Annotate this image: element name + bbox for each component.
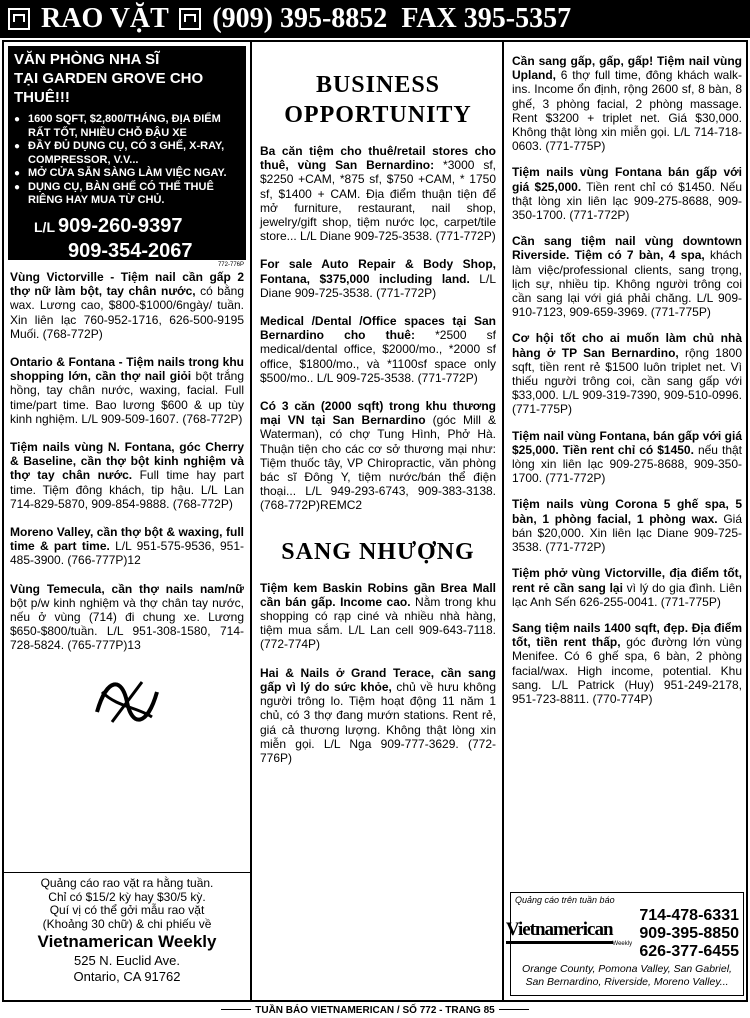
ad-headline: Tiệm nails vùng Corona 5 ghế spa, 5 bàn, 1 phòng facial, 1 phòng wax. — [512, 497, 742, 526]
info-address-1: 525 N. Euclid Ave. — [74, 953, 180, 968]
classified-ad — [254, 399, 502, 513]
footer-rule — [221, 1009, 251, 1010]
info-line-1: Quảng cáo rao vặt ra hằng tuần. — [40, 876, 214, 890]
business-title-2: OPPORTUNITY — [284, 102, 472, 128]
ornament-logo — [4, 667, 250, 737]
column-3 — [506, 42, 748, 1000]
ad-body: chủ về hưu không người trông lo. Tiệm hoạt động 11 năm 1 chủ, có 3 thợ đang mướn stations. Rent rẻ, giá cả thương lượng. Không thật lòng xin miễn gọi. L/L Nga 909-777-3629. (772-776P) — [260, 679, 497, 765]
ad-body: *2500 sf medical/dental office, $2000/mo., *2000 sf office, $1800/mo., và *1100sf space only $500/mo.. L/L 909-725-3538. (771-772P) — [260, 328, 496, 385]
classified-ad — [506, 429, 748, 486]
classified-ad — [254, 581, 502, 652]
ad-body: *3000 sf, $2250 +CAM, *875 sf, $750 +CAM, * 1750 sf, $1400 + CAM. Địa điểm thuận tiện để mở furniture, restaurant, nail shop, jewelry/gift shop, tiệm nước lọc, carpet/tile store... L/L Diane 909-725-3538. (771-772P) — [260, 158, 497, 244]
info-line-3: Quí vị có thể gởi mẫu rao vặt — [49, 903, 205, 917]
header-fax: FAX 395-5357 — [401, 3, 572, 34]
ad-headline: Hai & Nails ở Grand Terace, cần sang gấp vì lý do sức khỏe, — [260, 665, 496, 694]
classified-ad — [506, 566, 748, 609]
ad-body: L/L 951-575-9536, 951-485-3900. (766-777P)12 — [10, 539, 244, 568]
ornament-icon — [87, 672, 167, 732]
ad-body: 6 thợ full time, đông khách walk-ins. Income ổn định, rộng 2600 sf, 8 bàn, 8 ghế, 3 phòng facial, 2 phòng massage. Rent $3200 + triplet net. Giá $30,000. Không thật lòng xin miễn gọi. L/L 714-718-0603. (771-775P) — [512, 68, 742, 154]
classified-ad — [506, 497, 748, 554]
page-footer — [0, 1004, 750, 1018]
panel-areas-2: San Bernardino, Riverside, Moreno Valley... — [525, 976, 729, 988]
ad-body: L/L Diane 909-725-3538. (771-772P) — [260, 271, 496, 300]
office-bullets — [14, 113, 240, 208]
info-brand: Vietnamerican Weekly — [37, 932, 217, 951]
office-title-1: VĂN PHÒNG NHA SĨ — [14, 51, 160, 68]
business-title-1: BUSINESS — [315, 72, 441, 98]
col3-ad-list — [506, 54, 748, 706]
col1-ad-list — [4, 270, 250, 653]
classified-ad — [254, 257, 502, 300]
ad-body: (góc Mill & Waterman), có chợ Tung Hình, Phở Hà. Thuận tiện cho các cơ sở thương mại như: Tiệm thuốc tây, VP Chiropractic, văn phòng bác sĩ Đông Y, tiệm nước/bán thể điện thoại... L/L 949-293-6743, 909-383-3138. (768-772P)REMC2 — [260, 413, 497, 513]
column-2 — [254, 42, 504, 1000]
classified-ad — [254, 314, 502, 385]
office-phone-1-row — [14, 214, 240, 239]
ad-body: bột p/w kinh nghiệm và thợ chân tay nước, nếu ở vùng (714) đi chung xe. Lương $650-$800/tuần. L/L 951-308-1580, 714-728-5824. (765-777P)13 — [10, 595, 244, 653]
classified-ad — [506, 165, 748, 222]
office-bullet: ● 1600 SQFT, $2,800/THÁNG, ĐỊA ĐIỂM RẤT TỐT, NHIỀU CHỖ ĐẬU XE — [14, 113, 240, 140]
office-title-2: TẠI GARDEN GROVE CHO THUÊ!!! — [14, 70, 204, 106]
panel-phone-1: 714-478-6331 — [639, 907, 739, 924]
ad-headline: Cơ hội tốt cho ai muốn làm chủ nhà hàng ở TP San Bernardino, — [512, 331, 742, 360]
classified-ad — [506, 54, 748, 153]
ad-body: bột trắng hồng, tay chân nước, waxing, facial. Full time/part time. Bao lương $600 & up tùy kinh nghiệm. L/L 909-509-1607. (768-772P) — [10, 369, 244, 426]
ad-headline: Có 3 căn (2000 sqft) trong khu thương mại VN tại San Bernardino — [260, 399, 496, 428]
ad-headline: Ba căn tiệm cho thuê/retail stores cho thuê, vùng San Bernardino: — [260, 144, 496, 173]
ad-headline: Moreno Valley, cần thợ bột & waxing, full time & part time. — [10, 525, 244, 554]
info-line-4: (Khoảng 30 chữ) & chi phiếu về — [42, 916, 212, 931]
ad-headline: Tiệm kem Baskin Robins gần Brea Mall cần bán gấp. Income cao. — [260, 580, 496, 609]
ad-body: Nằm trong khu shopping có rạp ciné và nhiều nhà hàng, tiệm mua sắm. L/L Lan cell 909-643-7118. (772-774P) — [260, 594, 496, 652]
ad-body: Giá bán $20,000. Xin liên lạc Diane 909-725-3538. (771-772P) — [512, 511, 742, 555]
panel-phone-2: 909-395-8850 — [639, 925, 739, 942]
classified-ad — [254, 144, 502, 243]
ad-headline: Vùng Victorville - Tiệm nail cần gấp 2 thợ nữ làm bột, tay chân nước, — [10, 270, 244, 299]
ad-headline: Cần sang gấp, gấp, gấp! Tiệm nail vùng Upland, — [512, 54, 742, 83]
office-bullet: ● ĐẦY ĐỦ DỤNG CỤ, CÓ 3 GHẾ, X-RAY, COMPRESSOR, V.V... — [14, 140, 240, 167]
classified-info-box — [4, 872, 250, 1000]
office-bullet: ● DỤNG CỤ, BÀN GHẾ CÓ THỂ THUÊ RIÊNG HAY MUA TỪ CHỦ. — [14, 181, 240, 208]
col2-ad-list — [254, 144, 502, 513]
ad-headline: Ontario & Fontana - Tiệm nails trong khu shopping lớn, cần thợ nail giỏi — [10, 355, 244, 384]
panel-phone-3: 626-377-6455 — [639, 943, 739, 960]
info-line-2: Chỉ có $15/2 kỳ hay $30/5 kỳ. — [48, 889, 206, 904]
dental-office-ad — [8, 46, 246, 260]
classified-ad — [506, 331, 748, 416]
ad-body: có bằng wax. Lương cao, $800-$1000/6ngày/ tuần. Xin liên lạc 760-952-1716, 626-500-9195 Muối. (768-772P) — [10, 284, 244, 341]
classified-ad — [4, 270, 250, 341]
phone-icon — [179, 8, 201, 30]
office-ad-code: 772-776P — [217, 262, 244, 268]
ad-body: vì lý do gia đình. Liên lạc Anh Sến 626-255-0041. (771-775P) — [512, 580, 742, 609]
logo-sub: Weekly — [612, 941, 633, 947]
advertise-panel — [506, 892, 744, 996]
column-1 — [4, 42, 252, 1000]
ad-headline: Cần sang tiệm nail vùng downtown Riverside. Tiệm có 7 bàn, 4 spa, — [512, 234, 742, 263]
classified-ad — [254, 666, 502, 765]
classified-ad — [4, 582, 250, 653]
panel-label: Quảng cáo trên tuần báo — [515, 895, 615, 905]
footer-rule — [499, 1009, 529, 1010]
vietnamerican-logo — [506, 907, 633, 955]
office-phone-1: 909-260-9397 — [58, 214, 183, 237]
classified-ad — [4, 440, 250, 511]
panel-areas-1: Orange County, Pomona Valley, San Gabriel, — [522, 963, 732, 975]
ad-headline: Tiệm nail vùng Fontana, bán gấp với giá $25,000. Tiền rent chỉ có $1450. — [512, 428, 742, 457]
ad-headline: Tiệm nails vùng N. Fontana, góc Cherry & Baseline, cần thợ bột kinh nghiệm và thợ tay chân nước. — [10, 440, 244, 483]
ad-body: Full time hay part time. Tiệm đông khách, tip hậu. L/L Lan 714-829-5870, 909-854-9888. (768-772P) — [10, 468, 244, 511]
ad-headline: Tiệm nails vùng Fontana bán gấp với giá $25,000. — [512, 165, 742, 194]
ad-headline: Tiệm phở vùng Victorville, địa điểm tốt, rent rẻ cần sang lại — [512, 566, 742, 595]
classifieds-frame — [2, 40, 748, 1002]
ad-headline: For sale Auto Repair & Body Shop, Fontana, $375,000 including land. — [260, 257, 496, 286]
ad-body: Tiền rent chỉ có $1450. Nếu thật lòng xin liên lạc 909-275-8688, 909-350-1700. (771-772P) — [512, 179, 742, 223]
classified-ad — [506, 621, 748, 706]
ad-body: nếu thật lòng xin liên lạc 909-275-8688, 909-350-1700. (771-772P) — [512, 442, 742, 486]
office-ll: L/L — [34, 218, 55, 235]
ad-body: khách làm việc/professional clients, sang trọng, lịch sự, nhiều tip. Không người trông coi cần sang lại với giá phải chăng. L/L 909-910-7123, 909-659-3969. (771-775P) — [512, 248, 742, 320]
sang-nhuong-title: SANG NHƯỢNG — [281, 538, 475, 565]
col2-ad-list-2 — [254, 581, 502, 765]
header-phone: (909) 395-8852 — [212, 3, 388, 34]
panel-row — [506, 907, 739, 961]
ad-headline: Medical /Dental /Office spaces tại San Bernardino cho thuê: — [260, 314, 496, 343]
info-address-2: Ontario, CA 91762 — [73, 969, 181, 984]
ad-body: góc đường lớn vùng Menifee. Có 6 ghế spa, 6 bàn, 2 phòng facial/wax. High income, potential. Khu sang. L/L Patrick (Huy) 951-249-2178, 951-723-8811. (770-774P) — [512, 635, 743, 706]
phone-icon — [8, 8, 30, 30]
classified-ad — [4, 355, 250, 426]
office-bullet: ● MỞ CỬA SẴN SÀNG LÀM VIỆC NGAY. — [14, 167, 240, 181]
classified-ad — [506, 234, 748, 319]
office-phone-2: 909-354-2067 — [68, 239, 193, 262]
header-section: RAO VẶT — [41, 3, 169, 34]
logo-text: Vietnamerican — [506, 919, 613, 944]
ad-headline: Sang tiệm nails 1400 sqft, đẹp. Địa điểm tốt, tiền rent thấp, — [512, 620, 742, 650]
ad-headline: Vùng Temecula, cần thợ nails nam/nữ — [10, 581, 244, 596]
panel-phones — [623, 907, 739, 961]
classified-ad — [4, 525, 250, 568]
page-header — [0, 0, 750, 38]
footer-text: TUẦN BÁO VIETNAMERICAN / SỐ 772 - TRANG 85 — [255, 1005, 495, 1016]
ad-body: rộng 1800 sqft, tiền rent rẻ $1500 luôn triplet net. Vì thiếu người trông coi, cần sang gấp với $33,000. L/L 909-319-7390, 909-510-0996. (771-775P) — [512, 345, 743, 417]
